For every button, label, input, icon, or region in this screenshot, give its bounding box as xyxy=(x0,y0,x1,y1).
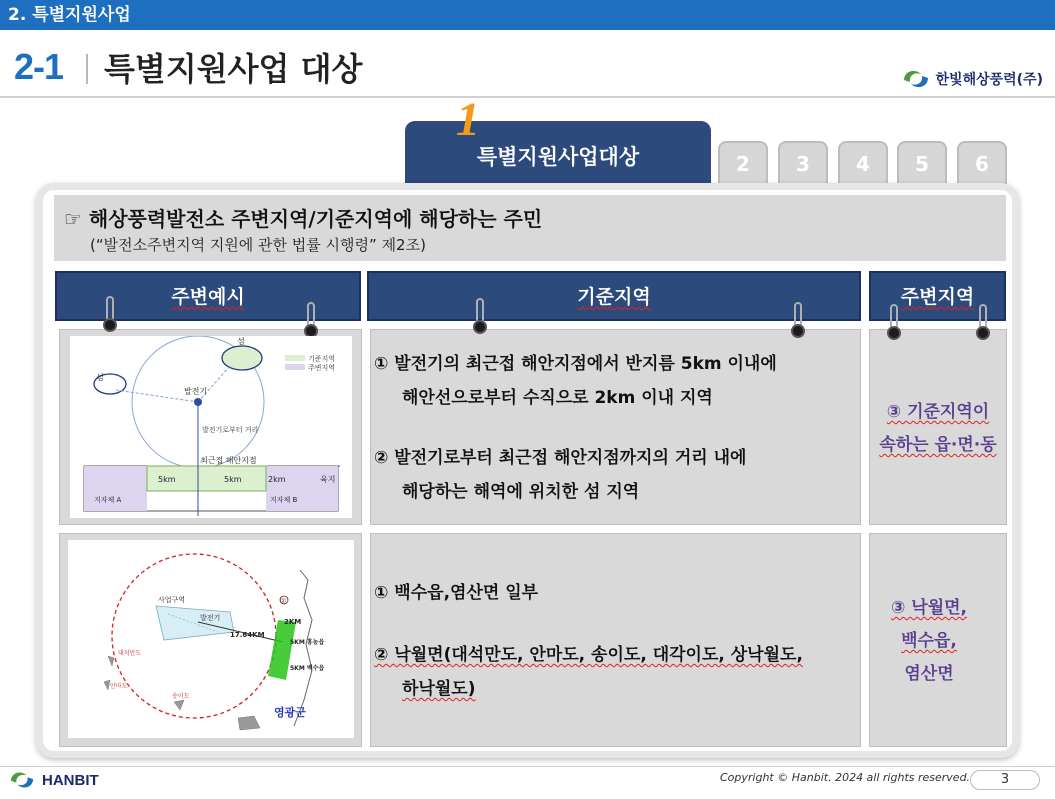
header-divider xyxy=(86,54,88,84)
page-header xyxy=(0,30,1055,98)
surrounding-area-diagram xyxy=(70,336,352,518)
tab-active-label: 특별지원사업대상 xyxy=(476,145,640,169)
target-box xyxy=(54,195,1006,261)
diagram-legend-surrounding: 주변지역 xyxy=(308,364,336,372)
row1-surrounding-line2: 속하는 읍·면·동 xyxy=(879,435,997,455)
binder-ring-icon xyxy=(887,304,901,340)
column-header-standard-label: 기준지역 xyxy=(577,286,651,308)
section-number: 2-1 xyxy=(14,46,64,87)
copyright-text: Copyright © Hanbit. 2024 all rights reserved. xyxy=(720,771,971,784)
column-header-standard xyxy=(367,271,861,321)
tab-3[interactable]: 3 xyxy=(778,141,828,185)
section-bar: 2. 특별지원사업 xyxy=(0,0,1055,30)
row2-standard-item2 xyxy=(374,638,803,706)
diagram-island-1: 섬 xyxy=(237,337,245,346)
page-title: 특별지원사업 대상 xyxy=(104,50,363,88)
binder-ring-icon xyxy=(976,304,990,340)
row1-item2-line1: ② 발전기로부터 최근접 해안지점까지의 거리 내에 xyxy=(374,448,747,468)
binder-ring-icon xyxy=(473,298,487,334)
footer-divider xyxy=(0,766,1055,767)
map-ring-5km-2: 5KM 백수읍 xyxy=(290,665,325,672)
tab-active-number: 1 xyxy=(456,93,480,146)
diagram-coast-point: 최근접 해안지점 xyxy=(200,456,257,465)
map-island-a: 대석만도 xyxy=(118,650,142,657)
row2-item2-line1: ② 낙월면(대석만도, 안마도, 송이도, 대각이도, 상낙월도, xyxy=(374,645,803,665)
diagram-5km-right: 5km xyxy=(224,475,242,484)
row1-item2-line2: 해당하는 해역에 위치한 섬 지역 xyxy=(402,482,640,502)
pointer-icon: ☞ xyxy=(64,207,82,231)
yeonggwang-map xyxy=(68,540,354,738)
tab-6[interactable]: 6 xyxy=(957,141,1007,185)
page-number: 3 xyxy=(970,770,1040,790)
map-circle-num: ② xyxy=(280,597,287,605)
map-ring-2km: 2KM xyxy=(284,618,302,626)
tab-5[interactable]: 5 xyxy=(897,141,947,185)
company-name: 한빛해상풍력(주) xyxy=(935,72,1043,88)
diagram-5km-left: 5km xyxy=(158,475,176,484)
tab-4[interactable]: 4 xyxy=(838,141,888,185)
footer-brand xyxy=(8,768,99,792)
diagram-2km: 2km xyxy=(268,475,286,484)
diagram-land: 육지 xyxy=(320,475,336,484)
tab-2[interactable]: 2 xyxy=(718,141,768,185)
tab-special-support-target[interactable] xyxy=(405,121,711,185)
diagram-region-a: 지자체 A xyxy=(94,496,122,504)
row1-surrounding-text xyxy=(869,396,1007,462)
row2-surrounding-line2: 백수읍, xyxy=(901,631,957,651)
map-county: 영광군 xyxy=(274,706,306,719)
row1-standard-item2 xyxy=(374,441,746,509)
row1-item1-line2: 해안선으로부터 수직으로 2km 이내 지역 xyxy=(402,388,713,408)
row2-surrounding-line3: 염산면 xyxy=(904,664,954,684)
diagram-island-2: 섬 xyxy=(96,373,104,382)
diagram-turbine: 발전기 xyxy=(184,387,208,396)
company-logo-icon xyxy=(901,66,931,92)
diagram-distance-label: 발전기로부터 거리 xyxy=(202,426,259,434)
target-main-text: 해상풍력발전소 주변지역/기준지역에 해당하는 주민 xyxy=(88,207,543,231)
map-project-area: 사업구역 xyxy=(158,596,186,604)
column-header-surrounding-label: 주변지역 xyxy=(900,286,975,308)
map-island-b: 안마도 xyxy=(110,683,128,690)
target-main xyxy=(64,203,1006,232)
row1-standard-item1 xyxy=(374,347,777,415)
row2-standard-item1 xyxy=(374,576,538,610)
company-brand xyxy=(901,66,1043,92)
map-island-c: 송이도 xyxy=(172,693,190,700)
column-header-example-label: 주변예시 xyxy=(171,286,245,308)
footer-brand-name: HANBIT xyxy=(42,771,99,789)
row2-item1: ① 백수읍,염산면 일부 xyxy=(374,583,539,603)
hanbit-logo-icon xyxy=(8,768,36,792)
row2-surrounding-line1: ③ 낙월면, xyxy=(890,598,968,618)
map-distance: 17.64KM xyxy=(230,631,265,639)
binder-ring-icon xyxy=(304,302,318,338)
binder-ring-icon xyxy=(791,302,805,338)
map-ring-5km-1: 5KM 홍농읍 xyxy=(290,639,325,646)
row2-surrounding-text xyxy=(869,592,989,691)
diagram-legend-standard: 기준지역 xyxy=(308,355,336,363)
row2-item2-line2: 하낙월도) xyxy=(402,679,476,699)
binder-ring-icon xyxy=(103,296,117,332)
target-law-reference: (“발전소주변지역 지원에 관한 법률 시행령” 제2조) xyxy=(90,236,426,254)
row1-item1-line1: ① 발전기의 최근접 해안지점에서 반지름 5km 이내에 xyxy=(374,354,777,374)
row1-surrounding-line1: ③ 기준지역이 xyxy=(886,402,990,422)
diagram-region-b: 지자체 B xyxy=(270,496,298,504)
map-turbine: 발전기 xyxy=(200,614,221,622)
